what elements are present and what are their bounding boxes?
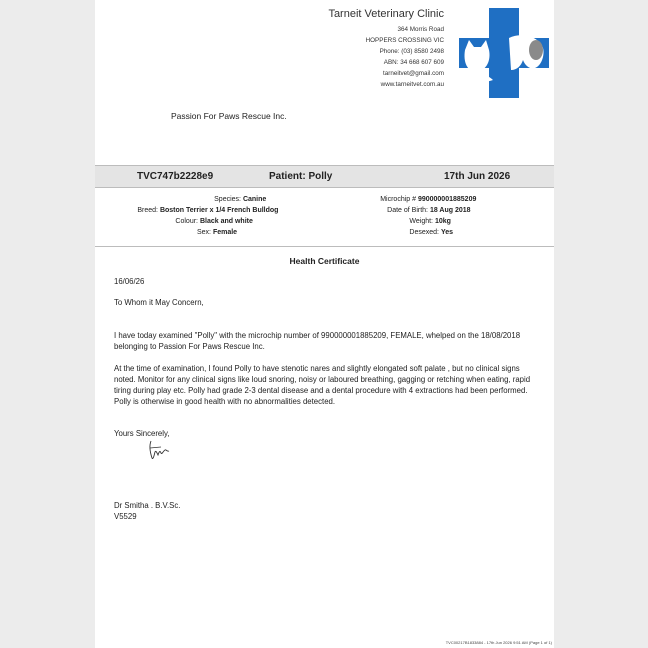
- letter-date: 16/06/26: [114, 277, 145, 286]
- certificate-title: Health Certificate: [289, 256, 360, 266]
- weight-value: 10kg: [434, 218, 451, 225]
- closing: Yours Sincerely,: [114, 429, 170, 438]
- recipient-name: Passion For Paws Rescue Inc.: [171, 111, 287, 121]
- vet-registration: V5529: [114, 512, 137, 521]
- colour-label: Colour:: [175, 218, 198, 225]
- salutation: To Whom it May Concern,: [114, 298, 204, 307]
- desexed-label: Desexed:: [409, 229, 439, 236]
- signature: [147, 438, 171, 462]
- patient-name: Patient: Polly: [269, 171, 333, 182]
- vet-name: Dr Smitha . B.V.Sc.: [114, 501, 181, 510]
- sex-value: Female: [212, 229, 238, 236]
- certificate-page: [95, 0, 554, 648]
- colour-value: Black and white: [199, 218, 253, 225]
- dob-label: Date of Birth:: [387, 207, 428, 214]
- clinic-website: www.tarneitvet.com.au: [380, 81, 444, 88]
- microchip-label: Microchip #: [380, 196, 416, 203]
- page-footer: TVC00217B1833884 - 17th Jun 2026 9:51 AM (Page 1 of 1): [445, 640, 552, 645]
- clinic-abn: ABN: 34 668 607 609: [383, 59, 444, 66]
- dob-value: 18 Aug 2018: [429, 207, 471, 214]
- patient-header-band: [95, 165, 554, 188]
- clinic-logo-icon: [459, 8, 549, 98]
- desexed-row: [95, 229, 453, 236]
- reference-number: TVC747b2228e9: [137, 171, 214, 182]
- clinic-email: tarneitvet@gmail.com: [383, 70, 444, 77]
- divider: [95, 246, 554, 247]
- header-date: 17th Jun 2026: [444, 171, 511, 182]
- microchip-value: 990000001885209: [417, 196, 477, 203]
- paragraph-1: I have today examined "Polly" with the microchip number of 990000001885209, FEMALE, whelped on the 18/08/2018 belonging to Passion For Paws Rescue Inc.: [114, 331, 521, 351]
- clinic-name: Tarneit Veterinary Clinic: [328, 8, 444, 20]
- species-label: Species:: [214, 196, 241, 203]
- sex-label: Sex:: [196, 229, 211, 236]
- desexed-value: Yes: [440, 229, 454, 236]
- weight-label: Weight:: [409, 218, 433, 225]
- breed-label: Breed:: [137, 207, 158, 214]
- clinic-details: [366, 24, 444, 90]
- clinic-suburb: HOPPERS CROSSING VIC: [365, 37, 444, 44]
- weight-row: [95, 218, 451, 225]
- clinic-phone: Phone: (03) 8580 2498: [379, 48, 444, 55]
- breed-value: Boston Terrier x 1/4 French Bulldog: [159, 207, 279, 214]
- microchip-row: [95, 196, 476, 203]
- clinic-address: 364 Morris Road: [397, 26, 444, 33]
- species-value: Canine: [242, 196, 267, 203]
- dob-row: [95, 207, 471, 214]
- paragraph-2: At the time of examination, I found Polly to have stenotic nares and slightly elongated soft palate , but no clinical signs noted. Monitor for any clinical signs like loud snoring, noisy or laboured breathing, gagging or retching when eating, rapid tiring during play etc. Polly had grade 2-3 dental disease and a dental procedure with 4 extractions had been performed. Polly is otherwise in good health with no abnormalities detected.: [114, 364, 531, 406]
